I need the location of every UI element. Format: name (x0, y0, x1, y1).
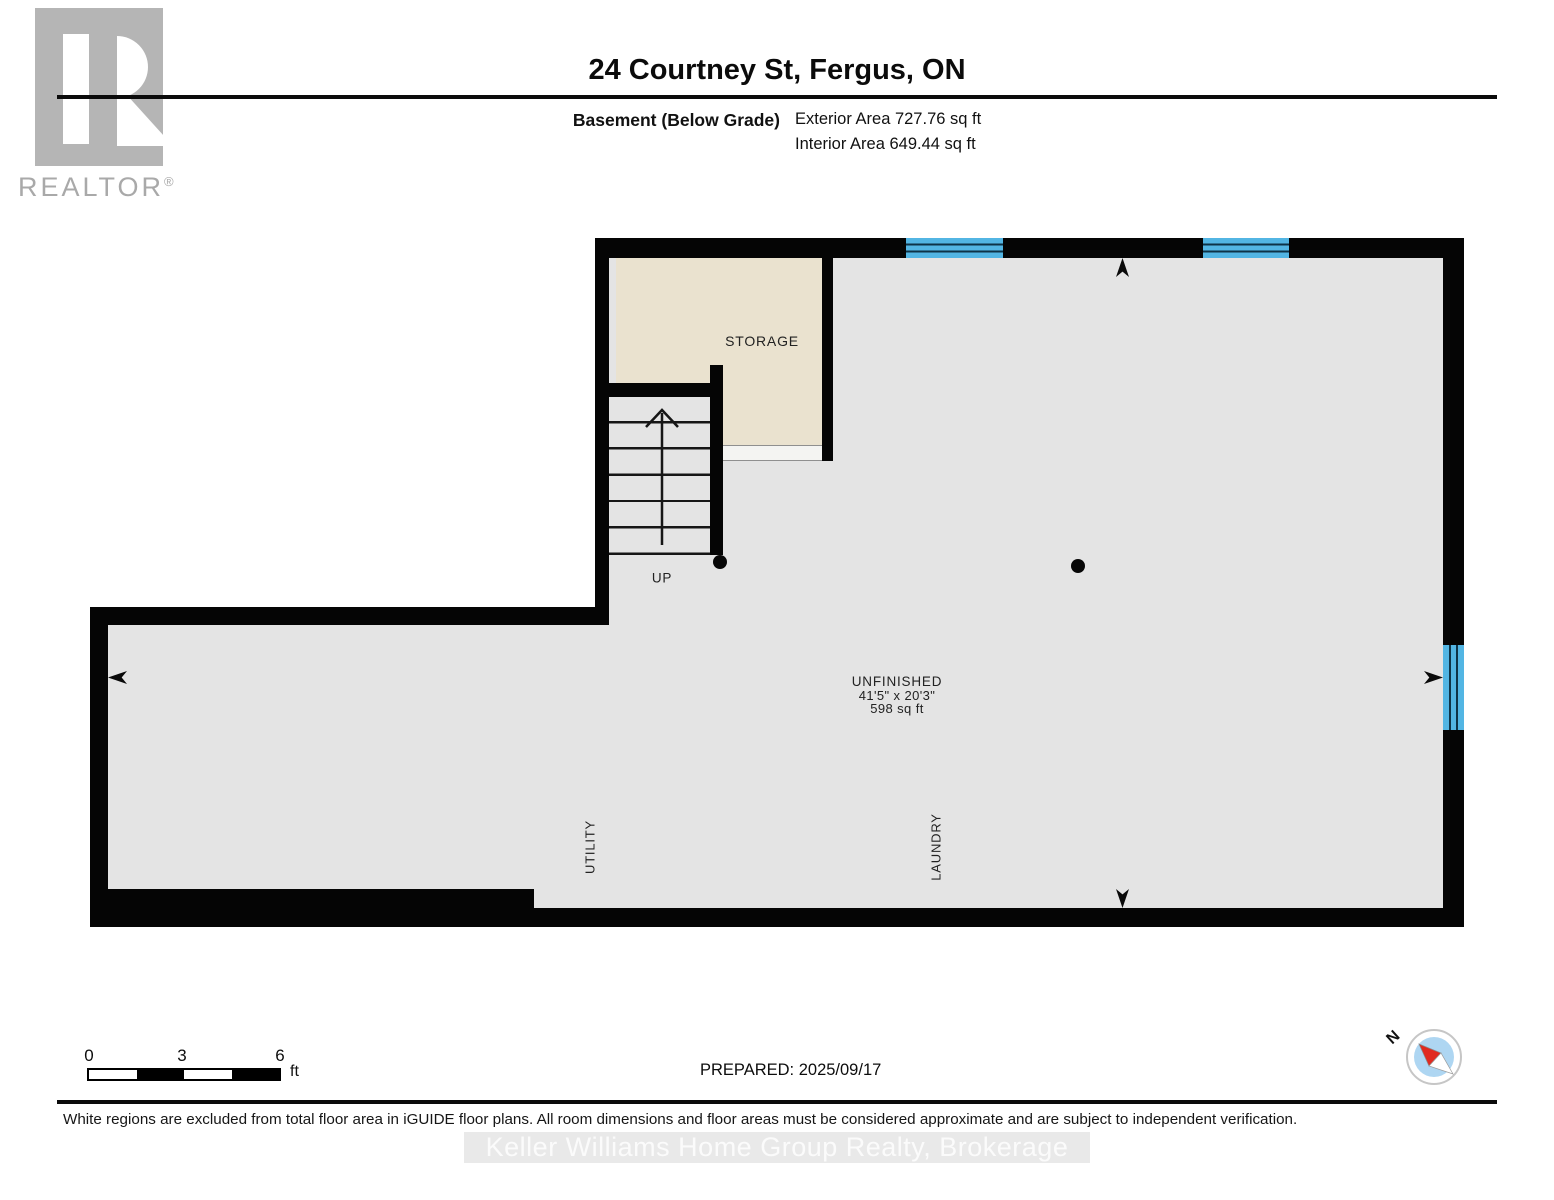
scale-segment (89, 1070, 137, 1079)
room-dimensions: 41'5" x 20'3" (858, 687, 936, 703)
scale-segment (137, 1070, 185, 1079)
compass-icon (1406, 1029, 1462, 1085)
unfinished-room-label (852, 675, 943, 716)
realtor-r-glyph (35, 8, 163, 166)
floor-left-wing (108, 625, 620, 889)
scale-tick-3: 3 (177, 1046, 187, 1065)
laundry-room-label: LAUNDRY (928, 813, 944, 881)
camera-point-icon (713, 555, 727, 569)
window-top-right-icon (1203, 238, 1289, 258)
utility-room-label: UTILITY (582, 820, 598, 874)
room-name: UNFINISHED (851, 673, 943, 689)
wall-stairwell-top (595, 383, 723, 397)
storage-opening (723, 445, 822, 461)
interior-area-label: Interior Area 649.44 sq ft (795, 135, 976, 153)
scale-bar (87, 1068, 281, 1081)
stairs-up-arrow-icon (609, 397, 710, 555)
page-title: 24 Courtney St, Fergus, ON (588, 54, 966, 86)
room-area: 598 sq ft (870, 700, 924, 716)
window-right-icon (1443, 645, 1464, 730)
scale-segment (232, 1070, 280, 1079)
scale-tick-6: 6 (275, 1046, 285, 1065)
compass-north-label: N (1383, 1027, 1404, 1048)
wall-storage-right (822, 238, 833, 461)
scale-unit-label: ft (290, 1063, 299, 1080)
stairs-up-label: UP (651, 570, 673, 586)
realtor-wordmark: REALTOR® (18, 172, 177, 202)
prepared-date-label: PREPARED: 2025/09/17 (700, 1061, 882, 1079)
brokerage-watermark (464, 1132, 1090, 1163)
realtor-logo-icon (35, 8, 163, 166)
floor-name-label: Basement (Below Grade) (572, 110, 780, 130)
registered-mark: ® (164, 174, 177, 189)
disclaimer-text: White regions are excluded from total floor area in iGUIDE floor plans. All room dimensions and floor areas must be considered approximate and are subject to independent verification. (63, 1111, 1298, 1128)
storage-room-label: STORAGE (725, 333, 799, 349)
footer-divider (57, 1100, 1497, 1104)
wall-stairwell-right (710, 365, 723, 555)
scale-tick-0: 0 (84, 1046, 94, 1065)
scale-segment (184, 1070, 232, 1079)
compass-needle-icon (1408, 1031, 1464, 1087)
header-divider (57, 95, 1497, 99)
exterior-area-label: Exterior Area 727.76 sq ft (795, 110, 982, 128)
brokerage-watermark-text: Keller Williams Home Group Realty, Brokerage (485, 1132, 1069, 1162)
floor-step-notch (534, 889, 620, 908)
camera-point-icon (1071, 559, 1085, 573)
window-top-left-icon (906, 238, 1003, 258)
